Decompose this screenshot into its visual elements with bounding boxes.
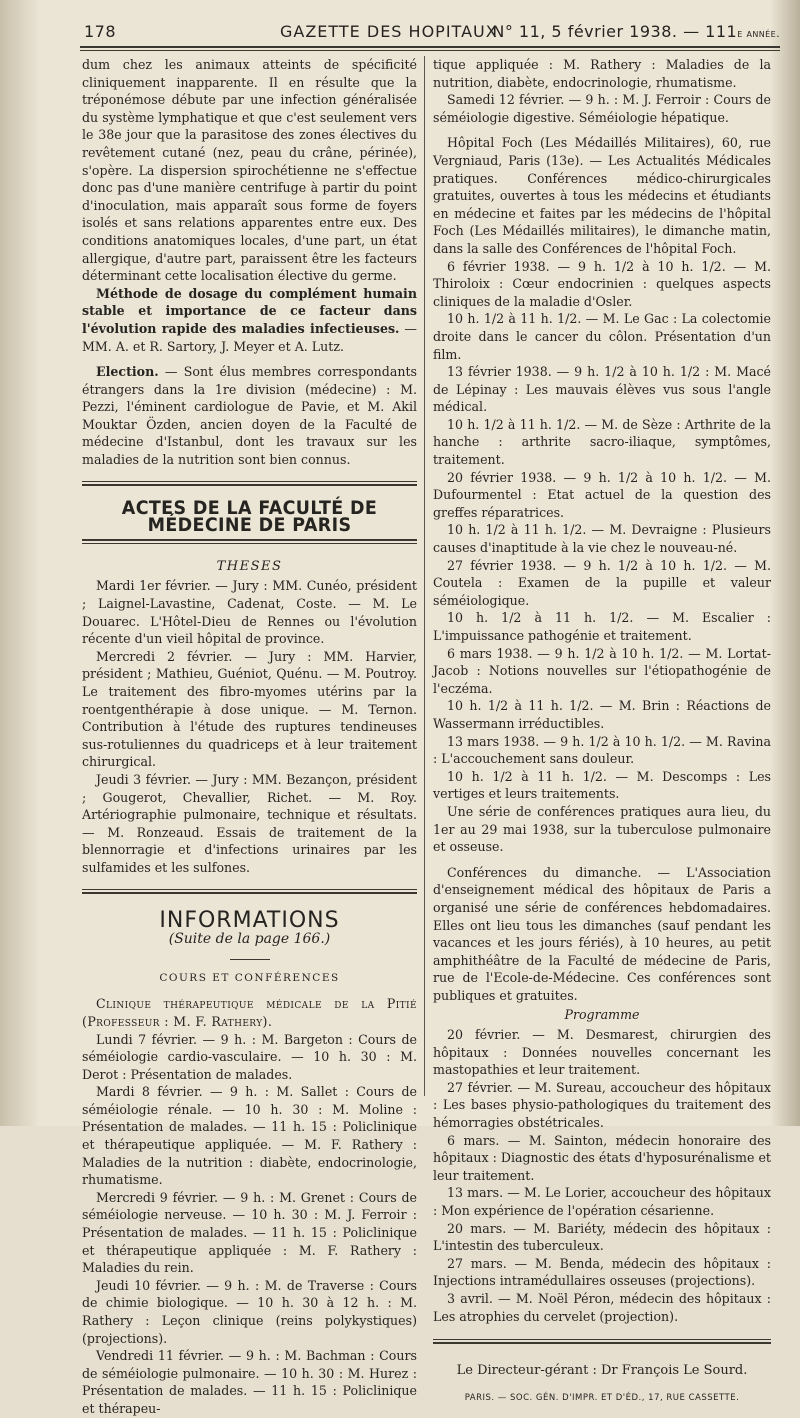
issue-info bbox=[492, 22, 780, 41]
theses-heading: THESES bbox=[216, 558, 283, 574]
conferences-dimanche: Conférences du dimanche. — L'Association d'enseignement médical des hôpitaux de Paris a organisé une série de conférences hebdomadaires. Elles ont lieu tous les dimanches (sauf pendant les vacances et les jours fériés), à 10 heures, au petit amphithéâtre de la Faculté de médecine de Paris, rue de l'Ecole-de-Médecine. Ces conférences sont publiques et gratuites. bbox=[433, 864, 771, 1003]
complement-method-authors: — MM. A. et R. Sartory, J. Meyer et A. Lutz. bbox=[82, 320, 417, 354]
programme-item: 3 avril. — M. Noël Péron, médecin des hôpitaux : Les atrophies du cervelet (projection). bbox=[433, 1290, 771, 1324]
clinique-pitie: Clinique thérapeutique médicale de la Pitié (Professeur : M. F. Rathery). bbox=[82, 996, 417, 1029]
page-header bbox=[80, 22, 780, 44]
issue-suffix: e année. bbox=[737, 27, 780, 40]
journal-title: GAZETTE DES HOPITAUX bbox=[280, 22, 498, 41]
column-divider bbox=[424, 56, 425, 1096]
cours-tuesday: Mardi 8 février. — 9 h. : M. Sallet : Cours de séméiologie rénale. — 10 h. 30 : M. Moline : Présentation de malades. — 11 h. 15 : Policlinique et thérapeutique appliquée. — M. F. Rathery : Maladies de la nutrition : diabète, endocrinologie, rhumatisme. bbox=[82, 1084, 417, 1188]
foch-conference-2: 10 h. 1/2 à 11 h. 1/2. — M. Le Gac : La colectomie droite dans le cancer du côlon. Présentation d'un film. bbox=[433, 311, 771, 362]
info-rule-thick bbox=[82, 892, 417, 894]
foch-conference-7: 27 février 1938. — 9 h. 1/2 à 10 h. 1/2. — M. Coutela : Examen de la pupille et valeur séméiologique. bbox=[433, 557, 771, 608]
info-rule bbox=[82, 889, 417, 890]
cours-continuation: tique appliquée : M. Rathery : Maladies de la nutrition, diabète, endocrinologie, rhumatisme. bbox=[433, 57, 771, 90]
complement-method-title: Méthode de dosage du complément humain stable et importance de ce facteur dans l'évolution rapide des maladies infectieuses. bbox=[82, 285, 417, 336]
cours-wednesday: Mercredi 9 février. — 9 h. : M. Grenet : Cours de séméiologie nerveuse. — 10 h. 30 : M. J. Ferroir : Présentation de malades. — 11 h. 15 : Policlinique et thérapeutique appliquée : M. F. Rathery : Maladies du rein. bbox=[82, 1189, 417, 1276]
foch-conference-6: 10 h. 1/2 à 11 h. 1/2. — M. Devraigne : Plusieurs causes d'inaptitude à la vie chez le nouveau-né. bbox=[433, 522, 771, 556]
thesis-thursday: Jeudi 3 février. — Jury : MM. Bezançon, président ; Gougerot, Chevallier, Richet. — M. Roy. Artériographie pulmonaire, technique et résultats. — M. Ronzeaud. Essais de traitement de la blennorragie et d'infections urinaires par les sulfamides et les sulfones. bbox=[82, 771, 417, 875]
director-signature: Le Directeur-gérant : Dr François Le Sourd. bbox=[456, 1363, 748, 1379]
header-rule-thin bbox=[80, 50, 780, 51]
informations-subheading: (Suite de la page 166.) bbox=[168, 931, 331, 948]
tuberculose-series: Une série de conférences pratiques aura lieu, du 1er au 29 mai 1938, sur la tuberculose pulmonaire et osseuse. bbox=[433, 803, 771, 855]
section-rule-2 bbox=[82, 543, 417, 544]
thesis-wednesday: Mercredi 2 février. — Jury : MM. Harvier, président ; Mathieu, Guéniot, Quénu. — M. Poutroy. Le traitement des fibro-myomes utérins par la roentgenthérapie à dose unique. — M. Ternon. Contribution à l'étude des ruptures tendineuses sus-rotuliennes du quadriceps et à leur traitement chirurgical. bbox=[82, 648, 417, 770]
foch-conference-11: 13 mars 1938. — 9 h. 1/2 à 10 h. 1/2. — M. Ravina : L'accouchement sans douleur. bbox=[433, 733, 771, 767]
foch-conference-5: 20 février 1938. — 9 h. 1/2 à 10 h. 1/2. — M. Dufourmentel : Etat actuel de la question des greffes réparatrices. bbox=[433, 469, 771, 520]
foch-conference-9: 6 mars 1938. — 9 h. 1/2 à 10 h. 1/2. — M. Lortat-Jacob : Notions nouvelles sur l'étiopathogénie de l'eczéma. bbox=[433, 645, 771, 696]
left-column bbox=[82, 56, 417, 1418]
foch-conference-10: 10 h. 1/2 à 11 h. 1/2. — M. Brin : Réactions de Wassermann irréductibles. bbox=[433, 698, 771, 731]
section-rule-thick bbox=[82, 484, 417, 486]
foch-conference-1: 6 février 1938. — 9 h. 1/2 à 10 h. 1/2. — M. Thiroloix : Cœur endocrinien : quelques aspects cliniques de la maladie d'Osler. bbox=[433, 258, 771, 309]
foch-conference-8: 10 h. 1/2 à 11 h. 1/2. — M. Escalier : L'impuissance pathogénie et traitement. bbox=[433, 610, 771, 643]
imprint-line: PARIS. — SOC. GÉN. D'IMPR. ET D'ÉD., 17, RUE CASSETTE. bbox=[464, 1392, 740, 1403]
election-title: Election. bbox=[96, 364, 159, 380]
cours-friday: Vendredi 11 février. — 9 h. : M. Bachman : Cours de séméiologie pulmonaire. — 10 h. 30 : M. Hurez : Présentation de malades. — 11 h. 15 : Policlinique et thérapeu- bbox=[82, 1348, 417, 1416]
issue-date: N° 11, 5 février 1938. — 111 bbox=[492, 22, 738, 41]
programme-item: 20 février. — M. Desmarest, chirurgien des hôpitaux : Données nouvelles concernant les mastopathies et leur traitement. bbox=[433, 1027, 771, 1078]
footer-rule-thick bbox=[433, 1342, 771, 1344]
programme-item: 13 mars. — M. Le Lorier, accoucheur des hôpitaux : Mon expérience de l'opération césarienne. bbox=[433, 1185, 771, 1218]
right-column bbox=[433, 56, 771, 1407]
thesis-tuesday: Mardi 1er février. — Jury : MM. Cunéo, président ; Laignel-Lavastine, Cadenat, Coste. — M. Le Douarec. L'Hôtel-Dieu de Rennes ou l'évolution récente d'un vieil hôpital de province. bbox=[82, 578, 417, 647]
hopital-foch-notice: Hôpital Foch (Les Médaillés Militaires), 60, rue Vergniaud, Paris (13e). — Les Actualités Médicales pratiques. Conférences médico-chirurgicales gratuites, ouvertes à tous les médecins et étudiants en médecine et faites par les médecins de l'hôpital Foch (Les Médaillés militaires), le dimanche matin, dans la salle des Conférences de l'hôpital Foch. bbox=[433, 135, 771, 256]
programme-heading: Programme bbox=[564, 1007, 640, 1023]
foch-conference-3: 13 février 1938. — 9 h. 1/2 à 10 h. 1/2 : M. Macé de Lépinay : Les mauvais élèves vus sous l'angle médical. bbox=[433, 364, 771, 415]
election-text: — Sont élus membres correspondants étrangers dans la 1re division (médecine) : M. Pezzi, l'éminent cardiologue de Pavie, et M. Akil Mouktar Özden, ancien doyen de la Faculté de médecine d'Istanbul, dont les travaux sur les maladies de la nutrition sont bien connus. bbox=[82, 364, 417, 468]
foch-conference-12: 10 h. 1/2 à 11 h. 1/2. — M. Descomps : Les vertiges et leurs traitements. bbox=[433, 768, 771, 802]
foch-conference-4: 10 h. 1/2 à 11 h. 1/2. — M. de Sèze : Arthrite de la hanche : arthrite sacro-iliaque, symptômes, traitement. bbox=[433, 416, 771, 468]
section-rule-thick-2 bbox=[82, 539, 417, 541]
cours-monday: Lundi 7 février. — 9 h. : M. Bargeton : Cours de séméiologie cardio-vasculaire. — 10 h. 30 : M. Derot : Présentation de malades. bbox=[82, 1031, 417, 1082]
informations-heading: INFORMATIONS bbox=[159, 907, 340, 933]
paragraph-complement-method bbox=[82, 285, 417, 355]
page-number: 178 bbox=[84, 22, 117, 41]
programme-item: 6 mars. — M. Sainton, médecin honoraire des hôpitaux : Diagnostic des états d'hyposurénalisme et leur traitement. bbox=[433, 1132, 771, 1183]
programme-item: 20 mars. — M. Bariéty, médecin des hôpitaux : L'intestin des tuberculeux. bbox=[433, 1220, 771, 1254]
cours-heading: COURS ET CONFÉRENCES bbox=[159, 971, 340, 984]
cours-thursday: Jeudi 10 février. — 9 h. : M. de Traverse : Cours de chimie biologique. — 10 h. 30 à 12 h. : M. Rathery : Leçon clinique (reins polykystiques) (projections). bbox=[82, 1277, 417, 1346]
footer-rule bbox=[433, 1339, 771, 1340]
paragraph-election bbox=[82, 363, 417, 469]
header-rule bbox=[80, 46, 780, 48]
programme-item: 27 février. — M. Sureau, accoucheur des hôpitaux : Les bases physio-pathologiques du traitement des hémorragies obstétricales. bbox=[433, 1079, 771, 1131]
section-title-actes: ACTES DE LA FACULTÉ DE MÉDECINE DE PARIS bbox=[121, 496, 378, 537]
cours-saturday: Samedi 12 février. — 9 h. : M. J. Ferroir : Cours de séméiologie digestive. Séméiologie hépatique. bbox=[433, 92, 771, 125]
short-rule bbox=[230, 959, 270, 960]
programme-item: 27 mars. — M. Benda, médecin des hôpitaux : Injections intramédullaires osseuses (projections). bbox=[433, 1255, 771, 1289]
paragraph-spirochete: dum chez les animaux atteints de spécificité cliniquement inapparente. Il en résulte que la tréponémose débute par une infection généralisée du système lymphatique et que c'est seulement vers le 38e jour que la parasitose des zones électives du revêtement cutané (nez, peau du crâne, périnée), s'opère. La dispersion spirochétienne ne s'effectue donc pas d'une manière centrifuge à partir du point d'inoculation, mais apparaît sous forme de foyers isolés et sans relations apparentes entre eux. Des conditions anatomiques locales, d'une part, un état allergique, d'autre part, paraissent être les facteurs déterminant cette localisation élective du germe. bbox=[82, 57, 417, 284]
section-rule bbox=[82, 481, 417, 482]
